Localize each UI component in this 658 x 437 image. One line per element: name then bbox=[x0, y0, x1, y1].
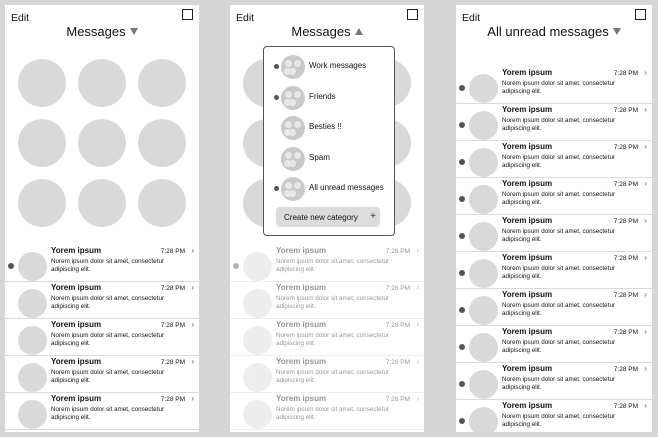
message-sender: Yorem ipsum bbox=[276, 357, 327, 366]
message-preview: Norem ipsum dolor sit amet, consectetur adipiscing elit. bbox=[276, 369, 390, 384]
message-time: 7:28 PM bbox=[613, 329, 638, 336]
message-time: 7:28 PM bbox=[385, 359, 410, 366]
message-time: 7:28 PM bbox=[613, 107, 638, 114]
message-preview: Norem ipsum dolor sit amet, consectetur adipiscing elit. bbox=[502, 413, 616, 428]
edit-button[interactable]: Edit bbox=[462, 12, 481, 24]
message-sender: Yorem ipsum bbox=[502, 216, 553, 225]
group-avatar-icon bbox=[281, 86, 305, 110]
message-time: 7:28 PM bbox=[385, 396, 410, 403]
category-item[interactable] bbox=[264, 51, 394, 81]
message-time: 7:28 PM bbox=[613, 70, 638, 77]
avatar bbox=[469, 333, 498, 362]
message-sender: Yorem ipsum bbox=[51, 394, 102, 403]
chevron-right-icon: › bbox=[416, 283, 419, 292]
unread-dot-icon bbox=[459, 307, 465, 313]
message-preview: Norem ipsum dolor sit amet, consectetur adipiscing elit. bbox=[276, 406, 390, 421]
message-preview: Norem ipsum dolor sit amet, consectetur adipiscing elit. bbox=[502, 191, 616, 206]
select-checkbox[interactable] bbox=[182, 9, 193, 20]
message-row[interactable] bbox=[456, 289, 652, 326]
chevron-right-icon: › bbox=[416, 357, 419, 366]
message-preview: Norem ipsum dolor sit amet, consectetur adipiscing elit. bbox=[51, 258, 165, 273]
message-row[interactable] bbox=[5, 393, 199, 430]
chevron-right-icon: › bbox=[191, 283, 194, 292]
message-row[interactable] bbox=[456, 215, 652, 252]
title-dropdown[interactable] bbox=[5, 24, 199, 39]
category-item[interactable] bbox=[264, 82, 394, 112]
message-preview: Norem ipsum dolor sit amet, consectetur adipiscing elit. bbox=[502, 80, 616, 95]
message-sender: Yorem ipsum bbox=[51, 320, 102, 329]
avatar bbox=[469, 148, 498, 177]
chevron-right-icon: › bbox=[644, 216, 647, 225]
edit-button[interactable]: Edit bbox=[236, 12, 255, 24]
unread-dot-icon bbox=[8, 263, 14, 269]
message-sender: Yorem ipsum bbox=[51, 357, 102, 366]
message-sender: Yorem ipsum bbox=[502, 364, 553, 373]
category-label: Friends bbox=[309, 91, 336, 101]
chevron-right-icon: › bbox=[644, 68, 647, 77]
folder-avatar[interactable] bbox=[18, 179, 66, 227]
group-avatar-icon bbox=[281, 55, 305, 79]
message-row[interactable] bbox=[456, 67, 652, 104]
message-row[interactable] bbox=[5, 319, 199, 356]
avatar bbox=[243, 326, 272, 355]
avatar bbox=[243, 289, 272, 318]
message-time: 7:28 PM bbox=[160, 285, 185, 292]
avatar bbox=[18, 363, 47, 392]
message-time: 7:28 PM bbox=[613, 292, 638, 299]
message-preview: Norem ipsum dolor sit amet, consectetur adipiscing elit. bbox=[51, 406, 165, 421]
unread-dot-icon bbox=[459, 196, 465, 202]
unread-dot-icon bbox=[459, 344, 465, 350]
message-sender: Yorem ipsum bbox=[502, 68, 553, 77]
folder-avatar[interactable] bbox=[78, 179, 126, 227]
message-preview: Norem ipsum dolor sit amet, consectetur adipiscing elit. bbox=[276, 295, 390, 310]
page-title: Messages bbox=[66, 24, 126, 39]
message-list bbox=[5, 245, 199, 430]
message-sender: Yorem ipsum bbox=[276, 320, 327, 329]
folder-avatar[interactable] bbox=[138, 119, 186, 167]
message-time: 7:28 PM bbox=[160, 396, 185, 403]
category-label: All unread messages bbox=[309, 183, 384, 192]
plus-icon: + bbox=[370, 211, 376, 222]
message-sender: Yorem ipsum bbox=[276, 394, 327, 403]
message-row[interactable] bbox=[5, 356, 199, 393]
message-row[interactable] bbox=[230, 319, 424, 356]
message-preview: Norem ipsum dolor sit amet, consectetur adipiscing elit. bbox=[51, 332, 165, 347]
unread-dot-icon bbox=[459, 381, 465, 387]
message-sender: Yorem ipsum bbox=[502, 401, 553, 410]
avatar bbox=[18, 252, 47, 281]
unread-dot-icon bbox=[274, 95, 279, 100]
chevron-right-icon: › bbox=[191, 357, 194, 366]
messages-screen-dropdown-open bbox=[230, 5, 424, 432]
message-preview: Norem ipsum dolor sit amet, consectetur adipiscing elit. bbox=[502, 228, 616, 243]
message-preview: Norem ipsum dolor sit amet, consectetur adipiscing elit. bbox=[276, 258, 390, 273]
folder-avatar[interactable] bbox=[78, 59, 126, 107]
chevron-right-icon: › bbox=[644, 253, 647, 262]
avatar bbox=[243, 400, 272, 429]
message-preview: Norem ipsum dolor sit amet, consectetur adipiscing elit. bbox=[502, 376, 616, 391]
message-sender: Yorem ipsum bbox=[276, 246, 327, 255]
category-label: Work messages bbox=[309, 61, 367, 70]
message-time: 7:28 PM bbox=[385, 322, 410, 329]
message-time: 7:28 PM bbox=[160, 359, 185, 366]
message-time: 7:28 PM bbox=[160, 248, 185, 255]
message-row[interactable] bbox=[230, 282, 424, 319]
message-sender: Yorem ipsum bbox=[502, 179, 553, 188]
avatar bbox=[18, 289, 47, 318]
avatar bbox=[243, 363, 272, 392]
create-category-label: Create new category bbox=[284, 213, 358, 222]
create-category-button[interactable] bbox=[276, 207, 380, 227]
message-preview: Norem ipsum dolor sit amet, consectetur adipiscing elit. bbox=[502, 339, 616, 354]
message-row[interactable] bbox=[5, 245, 199, 282]
message-sender: Yorem ipsum bbox=[502, 327, 553, 336]
category-item[interactable] bbox=[264, 173, 394, 203]
message-list bbox=[456, 67, 652, 432]
avatar bbox=[469, 259, 498, 288]
chevron-right-icon: › bbox=[191, 246, 194, 255]
select-checkbox[interactable] bbox=[407, 9, 418, 20]
message-preview: Norem ipsum dolor sit amet, consectetur adipiscing elit. bbox=[502, 154, 616, 169]
message-time: 7:28 PM bbox=[613, 144, 638, 151]
page-title: All unread messages bbox=[487, 24, 609, 39]
category-item[interactable] bbox=[264, 143, 394, 173]
folder-avatar[interactable] bbox=[138, 179, 186, 227]
message-preview: Norem ipsum dolor sit amet, consectetur adipiscing elit. bbox=[502, 265, 616, 280]
message-row[interactable] bbox=[230, 393, 424, 430]
unread-messages-screen bbox=[456, 5, 652, 432]
category-label: Besties !! bbox=[309, 122, 342, 131]
message-row[interactable] bbox=[456, 363, 652, 400]
unread-dot-icon bbox=[459, 159, 465, 165]
unread-dot-icon bbox=[459, 270, 465, 276]
message-row[interactable] bbox=[456, 252, 652, 289]
category-dropdown-menu bbox=[263, 46, 395, 236]
caret-up-icon bbox=[355, 28, 363, 35]
message-row[interactable] bbox=[230, 356, 424, 393]
unread-dot-icon bbox=[274, 64, 279, 69]
message-row[interactable] bbox=[456, 141, 652, 178]
category-label: Spam bbox=[309, 152, 330, 162]
message-row[interactable] bbox=[456, 104, 652, 141]
message-time: 7:28 PM bbox=[613, 366, 638, 373]
unread-dot-icon bbox=[459, 418, 465, 424]
chevron-right-icon: › bbox=[191, 394, 194, 403]
message-time: 7:28 PM bbox=[613, 181, 638, 188]
avatar bbox=[18, 326, 47, 355]
caret-down-icon bbox=[130, 28, 138, 35]
messages-screen bbox=[5, 5, 199, 432]
message-preview: Norem ipsum dolor sit amet, consectetur adipiscing elit. bbox=[502, 302, 616, 317]
unread-dot-icon bbox=[274, 186, 279, 191]
message-sender: Yorem ipsum bbox=[502, 105, 553, 114]
avatar bbox=[469, 222, 498, 251]
message-time: 7:28 PM bbox=[613, 255, 638, 262]
message-row[interactable] bbox=[456, 178, 652, 215]
chevron-right-icon: › bbox=[416, 394, 419, 403]
avatar bbox=[18, 400, 47, 429]
folder-avatar[interactable] bbox=[18, 119, 66, 167]
unread-dot-icon bbox=[459, 122, 465, 128]
avatar bbox=[469, 74, 498, 103]
chevron-right-icon: › bbox=[191, 320, 194, 329]
chevron-right-icon: › bbox=[644, 105, 647, 114]
chevron-right-icon: › bbox=[644, 179, 647, 188]
message-list bbox=[230, 245, 424, 430]
folder-grid bbox=[18, 59, 186, 227]
chevron-right-icon: › bbox=[644, 401, 647, 410]
avatar bbox=[469, 407, 498, 432]
chevron-right-icon: › bbox=[416, 246, 419, 255]
chevron-right-icon: › bbox=[644, 364, 647, 373]
avatar bbox=[469, 185, 498, 214]
group-avatar-icon bbox=[281, 177, 305, 201]
message-sender: Yorem ipsum bbox=[502, 253, 553, 262]
group-avatar-icon bbox=[281, 116, 305, 140]
caret-down-icon bbox=[613, 28, 621, 35]
message-row[interactable] bbox=[456, 400, 652, 432]
title-dropdown[interactable] bbox=[230, 24, 424, 39]
message-sender: Yorem ipsum bbox=[502, 290, 553, 299]
page-title: Messages bbox=[291, 24, 351, 39]
chevron-right-icon: › bbox=[416, 320, 419, 329]
chevron-right-icon: › bbox=[644, 290, 647, 299]
message-time: 7:28 PM bbox=[385, 248, 410, 255]
folder-avatar[interactable] bbox=[18, 59, 66, 107]
group-avatar-icon bbox=[281, 147, 305, 171]
message-preview: Norem ipsum dolor sit amet, consectetur adipiscing elit. bbox=[276, 332, 390, 347]
unread-dot-icon bbox=[233, 263, 239, 269]
message-sender: Yorem ipsum bbox=[502, 142, 553, 151]
message-row[interactable] bbox=[230, 245, 424, 282]
edit-button[interactable]: Edit bbox=[11, 12, 30, 24]
category-item[interactable] bbox=[264, 112, 394, 142]
message-row[interactable] bbox=[5, 282, 199, 319]
message-sender: Yorem ipsum bbox=[51, 246, 102, 255]
unread-dot-icon bbox=[459, 85, 465, 91]
folder-avatar[interactable] bbox=[138, 59, 186, 107]
avatar bbox=[243, 252, 272, 281]
message-row[interactable] bbox=[456, 326, 652, 363]
message-sender: Yorem ipsum bbox=[276, 283, 327, 292]
folder-avatar[interactable] bbox=[78, 119, 126, 167]
message-time: 7:28 PM bbox=[160, 322, 185, 329]
chevron-right-icon: › bbox=[644, 142, 647, 151]
unread-dot-icon bbox=[459, 233, 465, 239]
message-preview: Norem ipsum dolor sit amet, consectetur adipiscing elit. bbox=[502, 117, 616, 132]
message-preview: Norem ipsum dolor sit amet, consectetur adipiscing elit. bbox=[51, 369, 165, 384]
message-sender: Yorem ipsum bbox=[51, 283, 102, 292]
avatar bbox=[469, 111, 498, 140]
message-time: 7:28 PM bbox=[613, 218, 638, 225]
message-time: 7:28 PM bbox=[613, 403, 638, 410]
chevron-right-icon: › bbox=[644, 327, 647, 336]
avatar bbox=[469, 370, 498, 399]
title-dropdown[interactable] bbox=[456, 24, 652, 39]
avatar bbox=[469, 296, 498, 325]
message-preview: Norem ipsum dolor sit amet, consectetur adipiscing elit. bbox=[51, 295, 165, 310]
select-checkbox[interactable] bbox=[635, 9, 646, 20]
message-time: 7:28 PM bbox=[385, 285, 410, 292]
